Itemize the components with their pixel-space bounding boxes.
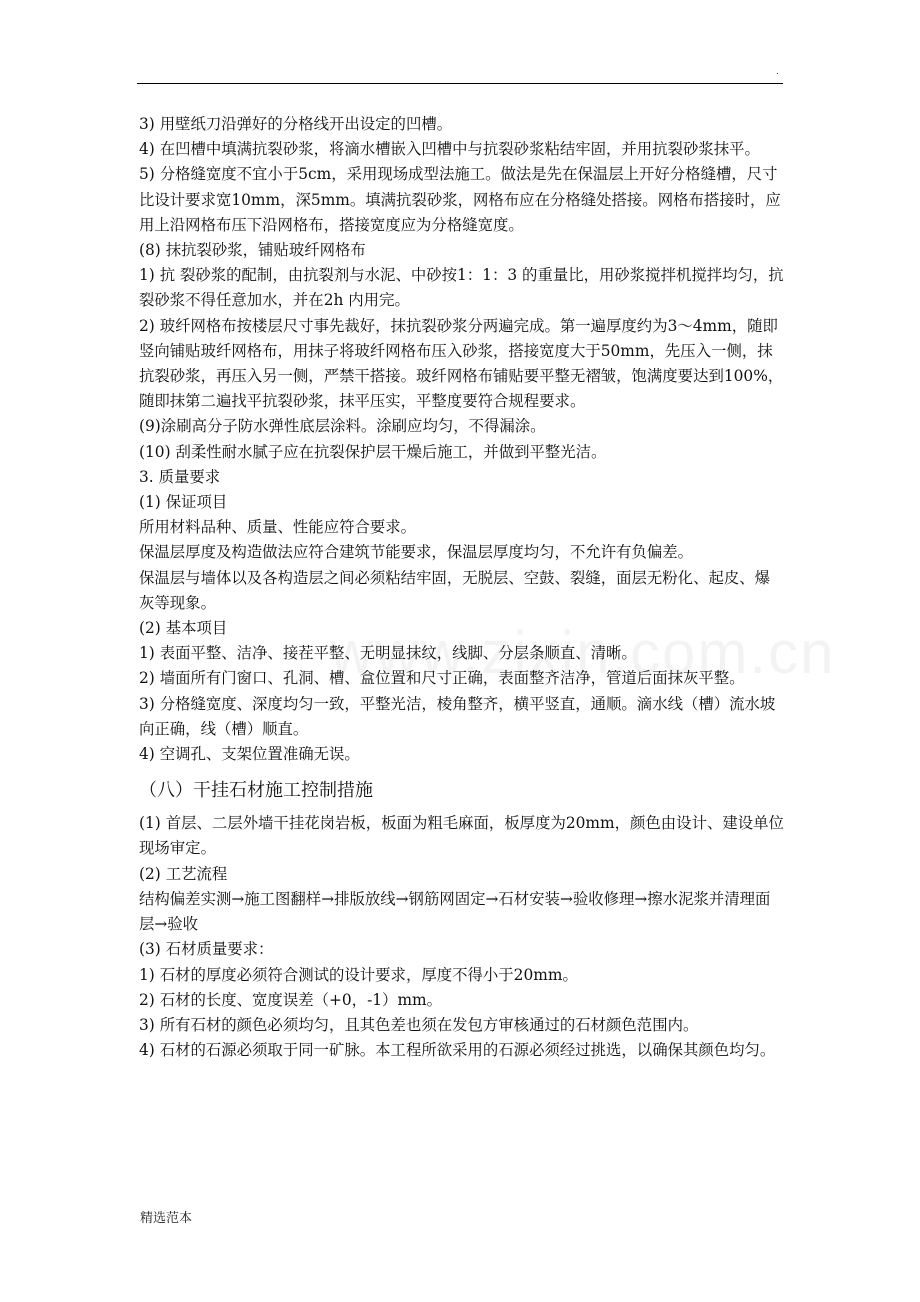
paragraph: 结构偏差实测→施工图翻样→排版放线→钢筋网固定→石材安装→验收修理→擦水泥浆并清理面层→验收: [139, 889, 771, 934]
paragraph: (1) 首层、二层外墙干挂花岗岩板，板面为粗毛麻面，板厚度为20mm，颜色由设计、建设单位现场审定。: [139, 814, 784, 858]
paragraph: (8) 抹抗裂砂浆，铺贴玻纤网格布: [139, 241, 366, 260]
paragraph: 2) 墙面所有门窗口、孔洞、槽、盒位置和尺寸正确，表面整齐洁净，管道后面抹灰平整。: [139, 669, 745, 688]
paragraph: 3. 质量要求: [139, 467, 221, 486]
paragraph: 3) 所有石材的颜色必须均匀，且其色差也须在发包方审核通过的石材颜色范围内。: [139, 1015, 699, 1034]
paragraph: 3) 用壁纸刀沿弹好的分格线开出设定的凹槽。: [139, 115, 453, 133]
paragraph: 保温层厚度及构造做法应符合建筑节能要求，保温层厚度均匀，不允许有负偏差。: [139, 543, 694, 562]
section-heading: （八）干挂石材施工控制措施: [139, 780, 373, 802]
header-mark: .: [776, 66, 779, 77]
paragraph: 5) 分格缝宽度不宜小于5cm，采用现场成型法施工。做法是先在保温层上开好分格缝槽，尺寸比设计要求宽10mm，深5mm。填满抗裂砂浆，网格布应在分格缝处搭接。网格布搭接时，应用上沿网格布压下沿网格布，搭接宽度应为分格缝宽度。: [139, 165, 781, 234]
paragraph: (2) 工艺流程: [139, 864, 228, 883]
paragraph: (1) 保证项目: [139, 493, 228, 512]
paragraph: 4) 在凹槽中填满抗裂砂浆，将滴水槽嵌入凹槽中与抗裂砂浆粘结牢固，并用抗裂砂浆抹平。: [139, 140, 760, 159]
paragraph: 1) 表面平整、洁净、接茬平整、无明显抹纹，线脚、分层条顺直、清晰。: [139, 644, 637, 663]
paragraph: 所用材料品种、质量、性能应符合要求。: [139, 518, 417, 537]
document-body: [139, 112, 785, 1063]
paragraph: (10) 刮柔性耐水腻子应在抗裂保护层干燥后施工，并做到平整光洁。: [139, 442, 607, 461]
paragraph: (2) 基本项目: [139, 619, 228, 638]
paragraph: 2) 玻纤网格布按楼层尺寸事先裁好，抹抗裂砂浆分两遍完成。第一遍厚度约为3～4mm，随即竖向铺贴玻纤网格布，用抹子将玻纤网格布压入砂浆，搭接宽度大于50mm，先压入一侧，抹抗裂砂浆，再压入另一侧，严禁干搭接。玻纤网格布铺贴要平整无褶皱，饱满度要达到100%，随即抹第二遍找平抗裂砂浆，抹平压实，平整度要符合规程要求。: [139, 316, 784, 411]
paragraph: 保温层与墙体以及各构造层之间必须粘结牢固，无脱层、空鼓、裂缝，面层无粉化、起皮、爆灰等现象。: [139, 568, 771, 612]
footer-text: 精选范本: [140, 1211, 193, 1226]
paragraph: (3) 石材质量要求：: [139, 940, 274, 959]
paragraph: 1) 石材的厚度必须符合测试的设计要求，厚度不得小于20mm。: [139, 965, 578, 984]
paragraph: (9)涂刷高分子防水弹性底层涂料。涂刷应均匀，不得漏涂。: [139, 417, 546, 436]
header-rule: [137, 83, 783, 84]
paragraph: 2) 石材的长度、宽度误差（+0，-1）mm。: [139, 990, 443, 1009]
paragraph: 4) 石材的石源必须取于同一矿脉。本工程所欲采用的石源必须经过挑选，以确保其颜色均匀。: [139, 1041, 776, 1060]
paragraph: 4) 空调孔、支架位置准确无误。: [139, 745, 360, 764]
paragraph: 3) 分格缝宽度、深度均匀一致，平整光洁，棱角整齐，横平竖直，通顺。滴水线（槽）流水坡向正确，线（槽）顺直。: [139, 694, 776, 738]
paragraph: 1) 抗 裂砂浆的配制，由抗裂剂与水泥、中砂按1：1：3 的重量比，用砂浆搅拌机搅拌均匀，抗裂砂浆不得任意加水，并在2h 内用完。: [139, 266, 784, 310]
